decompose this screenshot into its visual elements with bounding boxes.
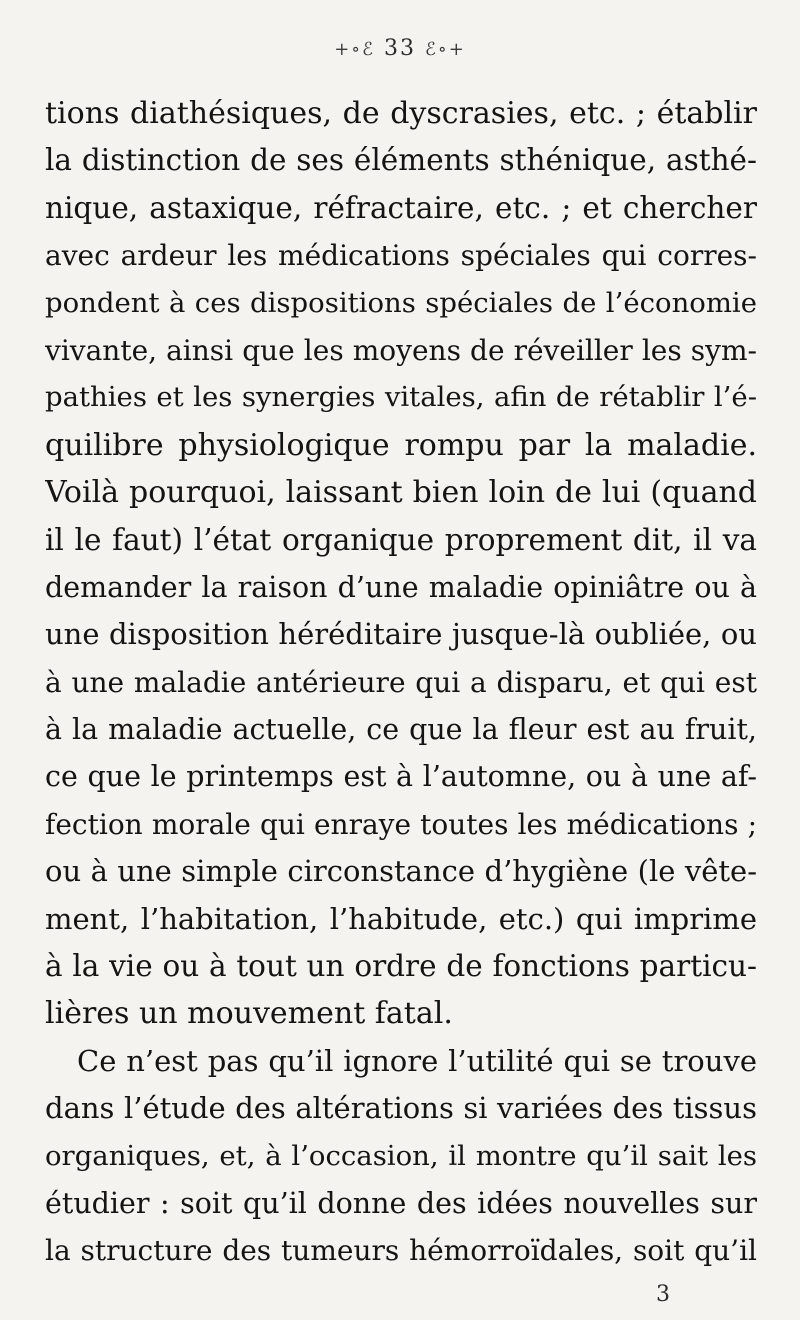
- text-line: à la maladie actuelle, ce que la fleur est au fruit,: [45, 713, 757, 747]
- text-line: demander la raison d’une maladie opiniâtre ou à: [45, 570, 757, 604]
- header-ornament-right: ℰ∘+: [425, 39, 466, 60]
- text-line: nique, astaxique, réfractaire, etc. ; et chercher: [45, 190, 757, 225]
- text-line: à la vie ou à tout un ordre de fonctions particu-: [45, 949, 757, 984]
- text-line: à une maladie antérieure qui a disparu, et qui est: [45, 665, 757, 699]
- text-line: vivante, ainsi que les moyens de réveiller les sym-: [45, 333, 757, 367]
- text-line: une disposition héréditaire jusque-là oubliée, ou: [45, 617, 757, 652]
- text-line: lières un mouvement fatal.: [45, 996, 453, 1032]
- text-line: étudier : soit qu’il donne des idées nouvelles sur: [45, 1186, 757, 1220]
- text-line: il le faut) l’état organique proprement dit, il va: [45, 522, 757, 557]
- running-header: [0, 36, 800, 61]
- text-line: ment, l’habitation, l’habitude, etc.) qui imprime: [45, 901, 757, 936]
- text-line: organiques, et, à l’occasion, il montre qu’il sait les: [45, 1139, 757, 1172]
- text-line: Voilà pourquoi, laissant bien loin de lui (quand: [45, 475, 757, 511]
- text-line: avec ardeur les médications spéciales qui corres-: [45, 239, 757, 273]
- text-line: Ce n’est pas qu’il ignore l’utilité qui se trouve: [77, 1043, 757, 1078]
- text-line: ou à une simple circonstance d’hygiène (le vête-: [45, 854, 757, 889]
- header-ornament-left: +∘ℰ: [334, 39, 375, 60]
- text-line: la distinction de ses éléments sthénique, asthé-: [45, 143, 757, 178]
- text-line: ce que le printemps est à l’automne, ou à une af-: [45, 760, 757, 794]
- text-line: dans l’étude des altérations si variées des tissus: [45, 1091, 757, 1126]
- text-line: pondent à ces dispositions spéciales de l’économie: [45, 286, 757, 319]
- text-line: quilibre physiologique rompu par la maladie.: [45, 427, 757, 463]
- text-line: tions diathésiques, de dyscrasies, etc. ; établir: [45, 96, 757, 131]
- text-line: fection morale qui enraye toutes les médications ;: [45, 807, 757, 841]
- text-line: pathies et les synergies vitales, afin de rétablir l’é-: [45, 381, 757, 414]
- page-number: 33: [384, 36, 416, 61]
- signature-mark: 3: [656, 1282, 670, 1307]
- text-line: la structure des tumeurs hémorroïdales, soit qu’il: [45, 1234, 757, 1268]
- body-text: [45, 90, 757, 1275]
